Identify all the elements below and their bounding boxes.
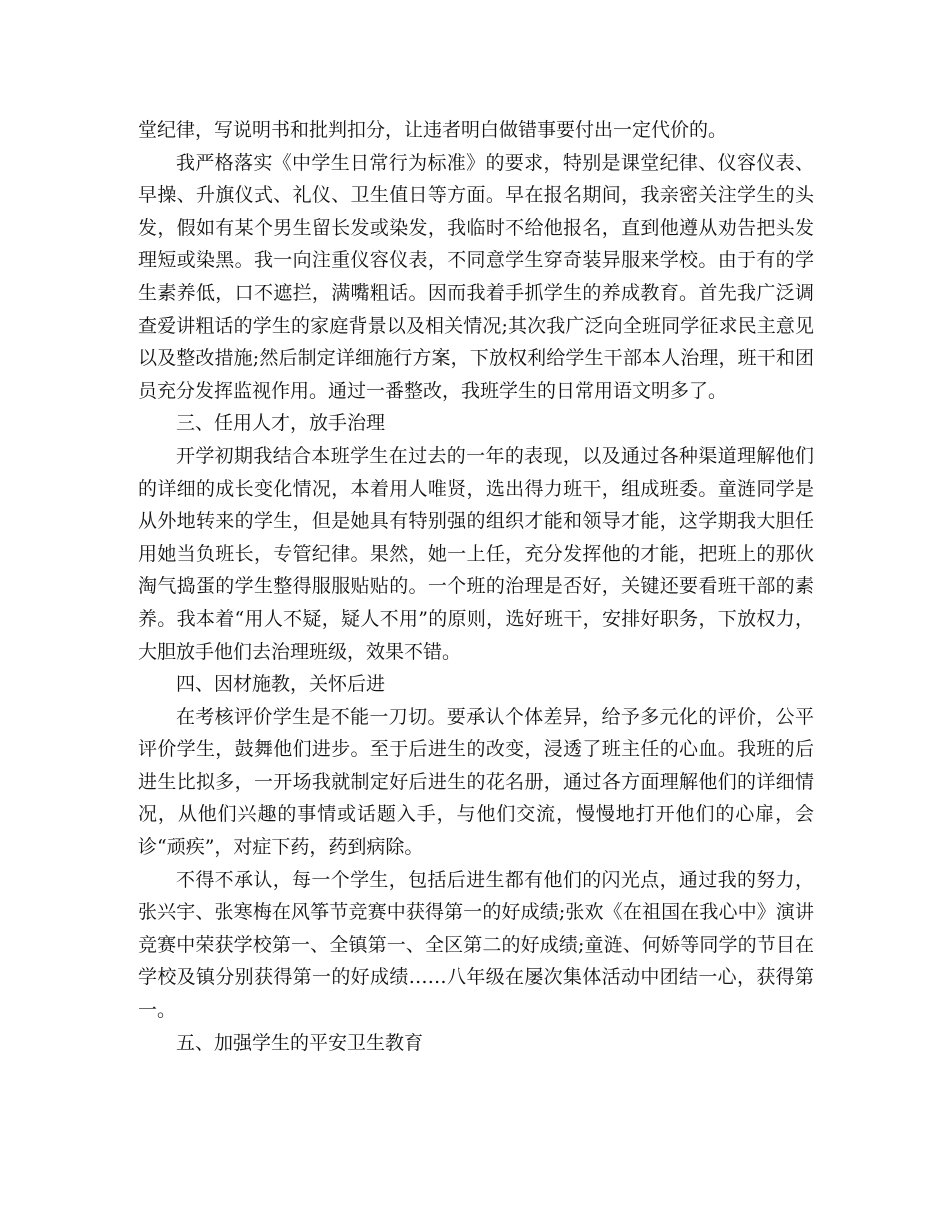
paragraph-achievements: 不得不承认，每一个学生，包括后进生都有他们的闪光点，通过我的努力，张兴宇、张寒梅在风筝节竞赛中获得第一的好成绩;张欢《在祖国在我心中》演讲竞赛中荣获学校第一、全镇第一、全区第二的好成绩;童涟、何娇等同学的节目在学校及镇分别获得第一的好成绩……八年级在屡次集体活动中团结一心，获得第一。 [138, 868, 814, 1022]
document-page [138, 114, 814, 1059]
section-heading-4: 四、因材施教，关怀后进 [176, 673, 386, 696]
section-heading-3: 三、任用人才，放手治理 [176, 412, 386, 435]
paragraph-individual-teaching: 在考核评价学生是不能一刀切。要承认个体差异，给予多元化的评价，公平评价学生，鼓舞他们进步。至于后进生的改变，浸透了班主任的心血。我班的后进生比拟多，一开场我就制定好后进生的花名册，通过各方面理解他们的详细情况，从他们兴趣的事情或话题入手，与他们交流，慢慢地打开他们的心扉，会诊“顽疾”，对症下药，药到病除。 [138, 705, 814, 859]
section-heading-5: 五、加强学生的平安卫生教育 [176, 1031, 424, 1054]
paragraph-behavior-standards: 我严格落实《中学生日常行为标准》的要求，特别是课堂纪律、仪容仪表、早操、升旗仪式、礼仪、卫生值日等方面。早在报名期间，我亲密关注学生的头发，假如有某个男生留长发或染发，我临时不给他报名，直到他遵从劝告把头发理短或染黑。我一向注重仪容仪表，不同意学生穿奇装异服来学校。由于有的学生素养低，口不遮拦，满嘴粗话。因而我着手抓学生的养成教育。首先我广泛调查爱讲粗话的学生的家庭背景以及相关情况;其次我广泛向全班同学征求民主意见以及整改措施;然后制定详细施行方案，下放权利给学生干部本人治理，班干和团员充分发挥监视作用。通过一番整改，我班学生的日常用语文明多了。 [138, 151, 814, 402]
paragraph-class-leaders: 开学初期我结合本班学生在过去的一年的表现，以及通过各种渠道理解他们的详细的成长变化情况，本着用人唯贤，选出得力班干，组成班委。童涟同学是从外地转来的学生，但是她具有特别强的组织才能和领导才能，这学期我大胆任用她当负班长，专管纪律。果然，她一上任，充分发挥他的才能，把班上的那伙淘气捣蛋的学生整得服服贴贴的。一个班的治理是否好，关键还要看班干部的素养。我本着“用人不疑，疑人不用”的原则，选好班干，安排好职务，下放权力，大胆放手他们去治理班级，效果不错。 [138, 444, 814, 663]
paragraph-continuation: 堂纪律，写说明书和批判扣分，让违者明白做错事要付出一定代价的。 [138, 119, 728, 141]
